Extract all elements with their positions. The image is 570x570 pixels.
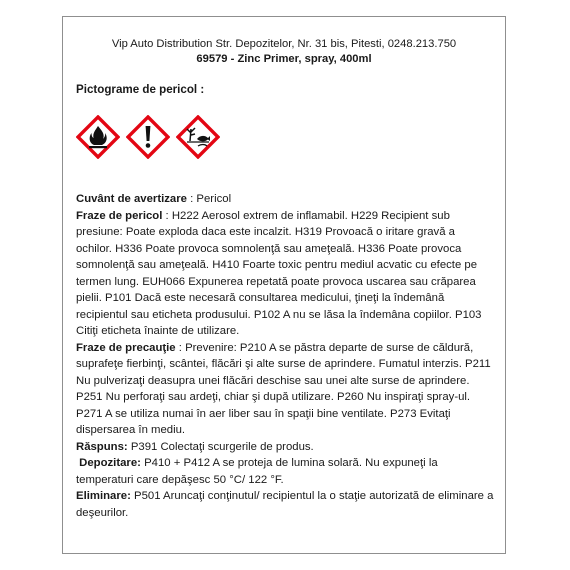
hazard-statements-paragraph	[76, 208, 494, 340]
company-info: Vip Auto Distribution Str. Depozitelor, Nr. 31 bis, Pitesti, 0248.213.750	[111, 38, 457, 50]
pictograms-title: Pictograme de pericol :	[76, 83, 205, 96]
label-header	[63, 37, 505, 67]
environment-icon	[176, 115, 220, 159]
warning-word-label: Cuvânt de avertizare	[76, 193, 187, 205]
disposal-label: Eliminare:	[76, 490, 131, 502]
precaution-statements-label: Fraze de precauţie	[76, 341, 176, 354]
exclamation-icon	[126, 115, 170, 159]
precaution-statements-paragraph	[76, 340, 494, 439]
storage-label: Depozitare:	[76, 457, 141, 469]
safety-label-sheet	[62, 16, 506, 554]
hazard-statements-text: : H222 Aerosol extrem de inflamabil. H229 Recipient sub presiune: Poate exploda daca este incalzit. H319 Provoacă o iritare gravă a ochilor. H336 Poate provoca somnolenţă sau ameţeală. H336 Poate provoca somnolenţă sau ameţeală. H410 Foarte toxic pentru mediul acvatic cu efecte pe termen lung. EUH066 Expunerea repetată poate provoca uscarea sau crăparea pielii. P101 Dacă este necesară consultarea medicului, ţineţi la îndemână recipientul sau eticheta produsului. P102 A nu se lăsa la îndemâna copiilor. P103 Citiţi eticheta înainte de utilizare.	[76, 209, 482, 337]
flame-icon	[76, 115, 120, 159]
hazard-statements-label: Fraze de pericol	[76, 209, 163, 222]
response-label: Răspuns:	[76, 440, 128, 453]
response-paragraph	[76, 439, 494, 456]
label-body	[76, 191, 494, 521]
hazard-pictograms	[76, 115, 220, 159]
storage-paragraph	[76, 455, 494, 488]
response-text: P391 Colectaţi scurgerile de produs.	[127, 440, 314, 453]
disposal-text: P501 Aruncaţi conţinutul/ recipientul la o staţie autorizată de eliminare a deşeurilor.	[76, 490, 494, 519]
precaution-statements-text: : Prevenire: P210 A se păstra departe de surse de căldură, suprafeţe fierbinţi, scântei, flăcări şi alte surse de aprindere. Fumatul interzis. P211 Nu pulverizaţi deasupra unei flăcări deschise sau unei alte surse de aprindere. P251 Nu perforaţi sau ardeţi, chiar şi după utilizare. P260 Nu inspiraţi spray-ul. P271 A se utiliza numai în aer liber sau în spaţii bine ventilate. P273 Evitaţi dispersarea în mediu.	[76, 341, 491, 436]
warning-word-paragraph	[76, 191, 494, 208]
warning-word-text: : Pericol	[186, 193, 232, 205]
disposal-paragraph	[76, 488, 494, 521]
product-name: 69579 - Zinc Primer, spray, 400ml	[196, 53, 372, 65]
storage-text: P410 + P412 A se proteja de lumina solară. Nu expuneţi la temperaturi care depăşesc 50 °C/ 122 °F.	[76, 457, 438, 486]
